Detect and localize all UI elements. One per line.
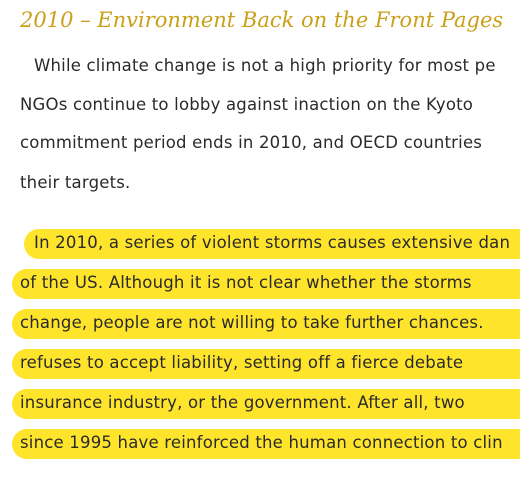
- paragraph-2-line-3: change, people are not willing to take further chances.: [20, 313, 484, 332]
- paragraph-1-line-3: commitment period ends in 2010, and OECD countries: [20, 133, 483, 152]
- paragraph-2-line-6: since 1995 have reinforced the human connection to clin: [20, 433, 503, 452]
- paragraph-2-line-5: insurance industry, or the government. After all, two: [20, 393, 465, 412]
- paragraph-1-line-1: While climate change is not a high priority for most pe: [34, 56, 496, 75]
- paragraph-2-line-2: of the US. Although it is not clear whether the storms: [20, 273, 472, 292]
- paragraph-1-line-4: their targets.: [20, 173, 131, 192]
- paragraph-2-line-1: In 2010, a series of violent storms causes extensive dan: [34, 233, 511, 252]
- paragraph-1-line-2: NGOs continue to lobby against inaction on the Kyoto: [20, 95, 474, 114]
- paragraph-2-line-4: refuses to accept liability, setting off a fierce debate: [20, 353, 464, 372]
- section-heading: 2010 – Environment Back on the Front Pages: [20, 8, 504, 32]
